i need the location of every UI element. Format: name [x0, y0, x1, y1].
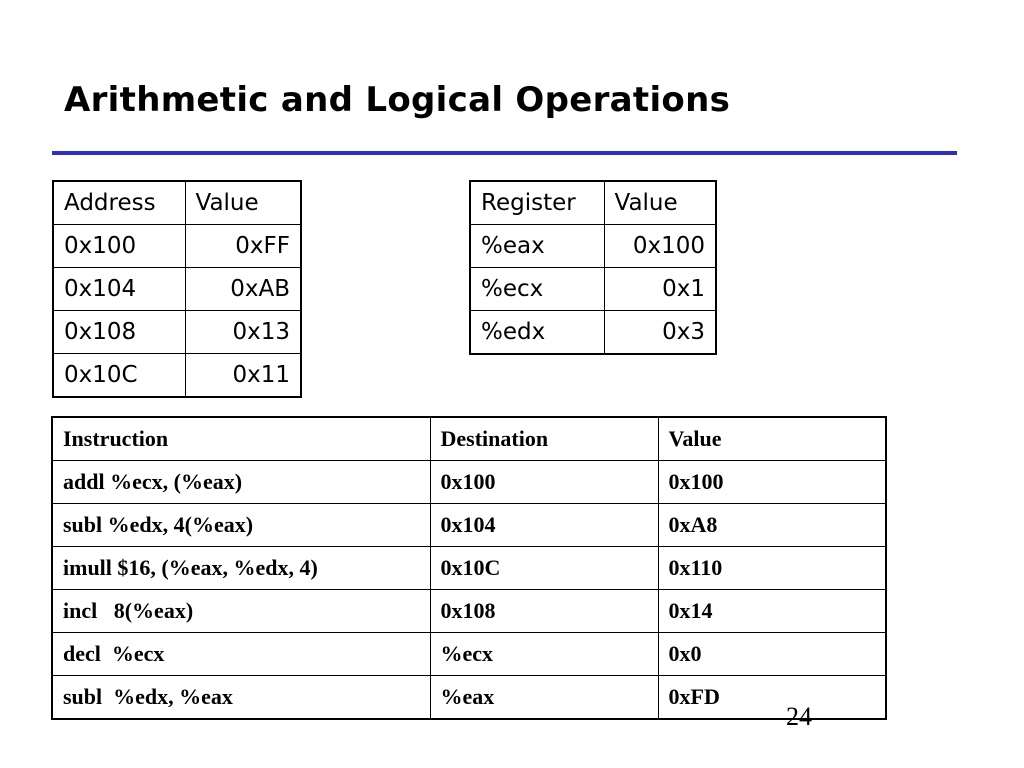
value-cell: 0x14 — [658, 590, 886, 633]
instruction-cell: decl %ecx — [52, 633, 430, 676]
destination-cell: %eax — [430, 676, 658, 720]
memory-address-cell: 0x108 — [53, 311, 185, 354]
memory-header-address: Address — [53, 181, 185, 225]
instruction-cell: subl %edx, %eax — [52, 676, 430, 720]
table-row — [470, 268, 716, 311]
register-table — [469, 180, 717, 355]
memory-value-cell: 0xAB — [185, 268, 301, 311]
instruction-header-value: Value — [658, 417, 886, 461]
table-row — [52, 633, 886, 676]
instruction-header-instruction: Instruction — [52, 417, 430, 461]
table-row — [52, 590, 886, 633]
register-value-cell: 0x100 — [604, 225, 716, 268]
register-header-value: Value — [604, 181, 716, 225]
table-row — [53, 268, 301, 311]
value-cell: 0xA8 — [658, 504, 886, 547]
title-divider — [52, 151, 957, 155]
destination-cell: 0x104 — [430, 504, 658, 547]
memory-address-cell: 0x10C — [53, 354, 185, 398]
destination-cell: 0x100 — [430, 461, 658, 504]
table-row — [470, 225, 716, 268]
table-row — [52, 461, 886, 504]
register-name-cell: %edx — [470, 311, 604, 355]
memory-value-cell: 0x13 — [185, 311, 301, 354]
value-cell: 0xFD — [658, 676, 886, 720]
register-value-cell: 0x3 — [604, 311, 716, 355]
table-row — [53, 354, 301, 398]
table-row — [52, 547, 886, 590]
register-name-cell: %ecx — [470, 268, 604, 311]
register-name-cell: %eax — [470, 225, 604, 268]
memory-address-cell: 0x100 — [53, 225, 185, 268]
instruction-cell: imull $16, (%eax, %edx, 4) — [52, 547, 430, 590]
register-value-cell: 0x1 — [604, 268, 716, 311]
memory-value-cell: 0x11 — [185, 354, 301, 398]
table-row — [52, 504, 886, 547]
destination-cell: %ecx — [430, 633, 658, 676]
instruction-table-header-row — [52, 417, 886, 461]
table-row — [53, 311, 301, 354]
value-cell: 0x0 — [658, 633, 886, 676]
memory-table-header-row — [53, 181, 301, 225]
instruction-cell: subl %edx, 4(%eax) — [52, 504, 430, 547]
register-table-header-row — [470, 181, 716, 225]
destination-cell: 0x10C — [430, 547, 658, 590]
table-row — [470, 311, 716, 355]
memory-address-cell: 0x104 — [53, 268, 185, 311]
memory-table — [52, 180, 302, 398]
memory-header-value: Value — [185, 181, 301, 225]
table-row — [53, 225, 301, 268]
memory-value-cell: 0xFF — [185, 225, 301, 268]
instruction-cell: incl 8(%eax) — [52, 590, 430, 633]
page-number: 24 — [786, 702, 812, 731]
register-header-register: Register — [470, 181, 604, 225]
table-row — [52, 676, 886, 720]
value-cell: 0x110 — [658, 547, 886, 590]
slide-title: Arithmetic and Logical Operations — [64, 80, 731, 120]
instruction-cell: addl %ecx, (%eax) — [52, 461, 430, 504]
instruction-header-destination: Destination — [430, 417, 658, 461]
instruction-table — [51, 416, 887, 720]
value-cell: 0x100 — [658, 461, 886, 504]
destination-cell: 0x108 — [430, 590, 658, 633]
